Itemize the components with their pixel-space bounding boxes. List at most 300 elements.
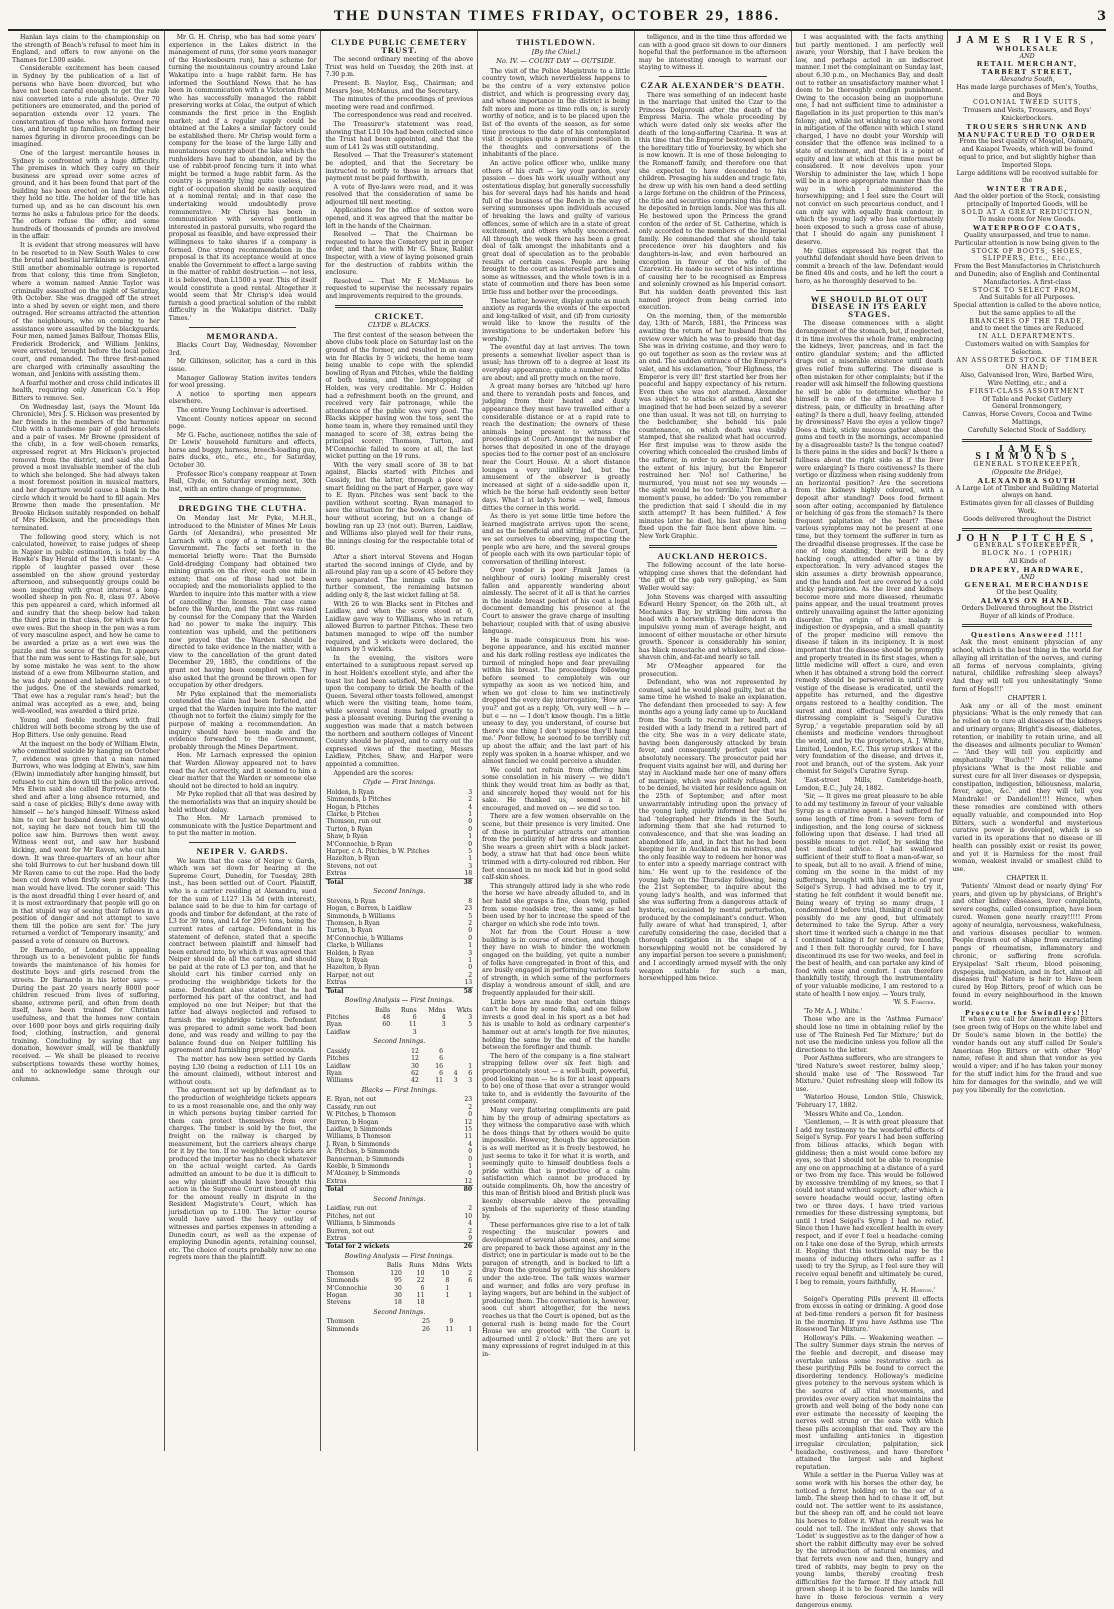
article-paragraph: 'East-street Mills, Cambridge-heath, London, E.C., July 24, 1882. bbox=[795, 777, 944, 792]
scorecard-clyde-second bbox=[325, 898, 473, 995]
column-1 bbox=[8, 31, 165, 1451]
advert-line: And the older portion of the Stock, consisting principally of Imported Goods, will be bbox=[954, 192, 1100, 208]
runs-cell: 10 bbox=[441, 1269, 450, 1277]
score-row bbox=[325, 1170, 473, 1177]
score-row bbox=[325, 789, 473, 796]
total-label: Total bbox=[325, 1186, 456, 1194]
article-paragraph: Mr Gillies expressed his regret that the youthful defendant should have been driven to commit a breach of the law. Defendant would be fined 40s and costs, and he left the court a hero, as he thoroughly deserved to be. bbox=[795, 247, 944, 285]
batsman-cell: Shaw, b Ryan bbox=[326, 833, 368, 841]
article-paragraph: The correspondence was read and received. bbox=[333, 112, 473, 120]
runs-cell bbox=[426, 1299, 451, 1306]
runs-cell: 3 bbox=[468, 862, 473, 870]
divider bbox=[189, 842, 297, 843]
runs-cell: 4 bbox=[453, 1070, 458, 1077]
memo-item: Mr G. Fache, auctioneer, notifies the sale of Dr Lewis' household furniture and effects, horse and buggy, harness, breech-loading gun, pairs ducks, etc., etc., etc., for Saturday, October 30. bbox=[168, 431, 317, 470]
bowling-table-2 bbox=[325, 1048, 473, 1085]
runs-cell: 12 bbox=[464, 1177, 473, 1185]
article-paragraph: There are a few women observable on the scene, but their presence is very limited. One of these in particular attracts our attention from the peculiarity of her dress and manner. She wears a green shirt with a black jacket-body, a straw hat that had once been white trimmed with a dirty-coloured red ribbon. Her feet encased in no mock kid but in good solid calf-skin shoes. bbox=[482, 813, 630, 882]
article-paragraph: The second ordinary meeting of the above Trust was held on Tuesday, the 26th inst. at 7.30 p.m. bbox=[325, 56, 474, 79]
advert-line: Of Table and Pocket Cutlery bbox=[982, 395, 1072, 403]
score-row bbox=[325, 1021, 473, 1028]
score-row bbox=[325, 1055, 473, 1062]
batsman-cell: E. Ryan, not out bbox=[326, 1096, 377, 1104]
score-row bbox=[325, 920, 473, 927]
batsman-cell: Cassidy, run out bbox=[326, 1103, 377, 1111]
article-paragraph: The following account of the late horse-whipping case shows that the defendant had 'the gift of the gab very galloping,' as Sam Weller would say: bbox=[638, 562, 787, 592]
article-paragraph: Over yonder is poor Frank James (a neighbour of ours) looking miserably crest fallen and apparently wandering about aimlessly. The secret of it all is that he carries in the inside breast pocket of his coat a legal document demanding his presence at the Court to answer the grave charge of insulting behaviour, coupled with that of using abusive language. bbox=[482, 567, 630, 636]
runs-cell: 62 bbox=[411, 1070, 419, 1077]
advert-line: GENERAL STOREKEEPER, bbox=[973, 542, 1082, 550]
advert-john-pitches bbox=[952, 532, 1102, 621]
advert-line: AND bbox=[1019, 573, 1035, 581]
runs-cell: 0 bbox=[468, 1170, 473, 1178]
runs-cell: 120 bbox=[390, 1269, 402, 1277]
memo-item: Vincent County notices appear on second page. bbox=[168, 415, 317, 431]
runs-cell: 0 bbox=[468, 840, 473, 848]
column-2 bbox=[165, 31, 322, 1451]
article-paragraph: John Stevens was charged with assaulting Edward Henry Spencer, on the 26th ult., at Mechanics Bay, by striking him across the head with a horsewhip. The defendant is an impulsive young man of average height, and innocent of either moustache or other hirsute growth. Spencer is considerably his senior, has black moustache and whiskers, and close-shaven chin, and-fat-and nearly so tall. bbox=[638, 593, 787, 662]
advert-name: JOHN PITCHES, bbox=[956, 532, 1099, 544]
article-paragraph: At the inquest on the body of William Elwin, who committed suicide by hanging on October 7, evidence was given that a man named Burrows, who was lodging at Elwin's, saw him (Elwin) immediately after hanging himself, but refused to cut him down till the police arrived. Mrs Elwin said she called Burrows, into the shed and after a long absence returned, and said a case of pickles; Billy's done away with himself — he's hanged himself. Witness asked him to cut her husband down, but he would not, saying he dare not touch him till the police saw him. Burrows then went away. Witness went out, and saw her husband kicking, and went for Mr Raven, who cut him down. It was three-quarters of an hour after she told Burrows to cut her husband down till Mr Raven came to cut the rope. Had the body been cut down when firstly seen probably the man would have lived. The coroner said: 'This is the most dreadful thing I ever heard of, and it is most extraordinary that people will go on in that stupid way of seeing their fellows in a position of danger and not attempt to save them till the police are sent for.' The jury returned a verdict of 'Temporary insanity,' and passed a vote of censure on Burrows. bbox=[12, 740, 160, 946]
advert-line: BLOCK No. 1 (OPHIR) bbox=[981, 550, 1073, 558]
score-row bbox=[325, 1270, 473, 1277]
article-paragraph: Seigel's Operating Pills prevent ill effects from excess in eating or drinking. A good dose at bed-time renders a person fit for business in the morning. If you have Asthma use 'The Rosswood Tar Mixture.' bbox=[795, 1295, 944, 1334]
batsman-cell: Bannerman, b Simmonds bbox=[326, 1155, 405, 1163]
advert-line: Customers waited on with Samples for Selection. bbox=[965, 341, 1090, 356]
czar-heading: CZAR ALEXANDER'S DEATH. bbox=[640, 79, 786, 90]
batsman-cell: M'Connochie bbox=[326, 1284, 368, 1292]
advert-line: Trousers and Vests, Trousers, and Boys' Knickerbockers. bbox=[963, 107, 1092, 122]
article-paragraph: Appended are the scores: bbox=[333, 769, 414, 777]
runs-cell: 1 bbox=[468, 1291, 473, 1299]
advert-line: and to meet the times are Reduced bbox=[971, 325, 1084, 333]
runs-cell: 12 bbox=[464, 1118, 473, 1126]
runs-cell: 6 bbox=[468, 1277, 473, 1285]
advert-line: Large additions will be received suitable for the bbox=[956, 169, 1098, 185]
score-row bbox=[325, 1228, 473, 1235]
divider bbox=[962, 624, 1092, 627]
runs-cell: 2 bbox=[468, 1227, 473, 1235]
batsman-cell: Hazelton, b Ryan bbox=[326, 964, 380, 972]
divider bbox=[816, 290, 924, 291]
runs-cell: 60 bbox=[382, 1021, 391, 1029]
advert-line: TARBERT STREET, bbox=[981, 67, 1073, 77]
score-row bbox=[325, 1133, 473, 1140]
advert-line: BRANCHES OF THE TRADE, bbox=[969, 317, 1085, 325]
batsman-cell: Harper, c A. Pitches, b W. Pitches bbox=[326, 848, 430, 856]
runs-cell bbox=[444, 1055, 459, 1062]
masthead-title: THE DUNSTAN TIMES FRIDAY, OCTOBER 29, 1886. bbox=[333, 8, 781, 24]
runs-cell: 1 bbox=[468, 811, 473, 819]
total-row bbox=[325, 987, 473, 995]
scorecard-blacks-first bbox=[325, 1096, 473, 1193]
runs-cell: Wkts bbox=[456, 1262, 473, 1270]
article-paragraph: The agreement set up by defendant as to the production of weighbridge tickets appears to us a most reasonable one, and the only way in which persons buying timber carried for them can protect themselves from over charges. The timber is sold by the foot, the freight on the railway is charged by measurement, but the carriers always charge for it by the ton. If no weighbridge tickets are produced the importer has no check whatever on the actual weight carted. As Gards admitted an amount to be due it is difficult to see why plaintiff should have brought this action in the Supreme Court instead of suing for the amount really in dispute in the Resident Magistrate's Court, which has jurisdiction up to L100. The latter course would have saved the heavy outlay of witnesses and parties expenses in attending a Dunedin court, as well as the expense of employing Dunedin agents, retaining counsel, etc. The choice of courts probably now no one regrets more than the plaintiff. bbox=[168, 1087, 317, 1262]
column-3 bbox=[321, 31, 478, 1451]
batsman-cell: M'Connochie, b Ryan bbox=[326, 840, 393, 848]
runs-cell: 2 bbox=[468, 971, 473, 979]
runs-cell: Runs bbox=[401, 1006, 417, 1014]
advert-line: Estimates given for all classes of Building Work. bbox=[960, 500, 1094, 516]
runs-cell: 9 bbox=[449, 1318, 454, 1326]
article-paragraph: Defendant, who was not represented by counsel, said he would plead guilty, but at the same time he wished to make an explanation. The defendant then proceeded to say: A few months ago a young lady came up to Auckland from the South to recruit her health, and resided with a lady friend in a retired part of the city. She was in a very delicate state, having been dangerously attacked by brain fever, and consequently perfect quiet was absolutely necessary. The prosecutor paid her frequent visits against her will, and during her stay in Auckland made her one of many offers of marriage, which was politely refused. Not to be denied, he visited her residence again on the 25th of September, and after most unwarrantably intruding upon the privacy of the young lady, quietly informed her that he had 'telegraphed her friends in the South, informing them that she had returned to convalescence, and that she was leading an abandoned life, and, in fact that he had been keeping her in Auckland as his mistress, and the only feasible way to redeem her honor was to enter into a speedy marriage contract with him.' He went up to the residence of the young lady on the Thursday following, being the 21st September, to inquire about the young lady's health, and was informed that she was suffering from a dangerous attack of hysteria, occasioned by mental perturbation, produced by the complainant's conduct. When fully aware of what had transpired, I, after carefully considering the case, decided that a thorough castigation in the shape of a horsewhipping would not be considered by any impartial person too severe a punishment; and I accordingly armed myself with the only weapon suitable for such a man, horsewhipped him twice. bbox=[638, 679, 787, 983]
score-row bbox=[325, 870, 473, 878]
runs-cell: 3 bbox=[453, 1077, 458, 1085]
article-paragraph: After a short interval Stevens and Hogan started the second innings of Clyde, and by all-round play ran up a score of 45 before they were separated. The innings calls for no further comment, the remaining batsmen adding only 8, the last wicket falling at 58. bbox=[325, 554, 474, 599]
batsman-cell: Laidlaw bbox=[326, 1062, 351, 1070]
runs-cell bbox=[444, 1048, 459, 1055]
runs-cell: 0 bbox=[468, 818, 473, 826]
batsman-cell: M'Alcaney, b Simmonds bbox=[326, 1170, 400, 1178]
article-paragraph: Resolved — That the Treasurer's statement be adopted, and that the Secretary be instructed to notify to those in arrears that payment must be paid forthwith. bbox=[325, 152, 474, 183]
article-paragraph: The following good story, which is not calculated, however, to raise judges of sheep in Napier in public estimation, is told by the Hawke's Bay Herald of the 14th instant: — A ripple of laughter passed over those assembled on the show ground yesterday afternoon, and subsequently groups could be seen inspecting with great interest a long-woolled sheep in pen No. 8, class 97. Above this pen appeared a card, which informed all and sundry that the sheep below had taken the third prize in that class, for which was for ewe ewes. But the sheep in the pen was a ram of very masculine aspect, and how he came to be awarded a prize as a wet ewe was the puzzle and the source of the fun. It appears that the ram was sent to Hastings for sale, but by some mistake he was sent to the show instead of a ewe from Milbourne station, and he was duly penned and labelled and sent to the judges. One of the stewards remarked, 'That ewe has a regular ram's head'; but the animal was accepted as a ewe, and, being well-woolled, was awarded a third prize. bbox=[12, 533, 160, 716]
memo-item: Professor Rice's company reappear at Town Hall, Clyde, on Saturday evening next, 30th inst, with an entire change of programme. bbox=[168, 470, 317, 493]
runs-cell bbox=[450, 1285, 473, 1292]
batsman-cell: Ryan bbox=[326, 1070, 342, 1077]
advert-chapter: CHAPTER II. bbox=[1006, 875, 1048, 883]
score-row bbox=[325, 950, 473, 957]
runs-cell: 1 bbox=[468, 833, 473, 841]
neiper-heading: NEIPER V. GARDS. bbox=[196, 845, 289, 856]
runs-cell: 30 bbox=[394, 1284, 402, 1292]
advert-line: Particular attention is now being given to the bbox=[954, 239, 1100, 247]
batsman-cell: W. Pitches, b Thomson bbox=[326, 1111, 396, 1119]
article-paragraph: A vote of Bye-laws were read, and it was resolved that the consideration of same be adjourned till next meeting. bbox=[325, 183, 474, 206]
innings-caption: Second Innings. bbox=[373, 1194, 426, 1203]
memo-item: Blacks Court Day, Wednesday, November 3rd. bbox=[168, 342, 317, 357]
score-row bbox=[325, 942, 473, 949]
advert-name: JAMES RIVERS, bbox=[956, 35, 1099, 46]
advert-line: General Ironmongery, bbox=[992, 403, 1063, 411]
article-paragraph: Not far from the Court House a new building is in course of erection, and though they have no wish to hinder the workmen engaged on the building, yet quite a number of folks have congregated in front of this, and are busily engaged in performing various feats of strength, in which some of the performers display a wondrous amount of skill, and are frequently applauded for their skill. bbox=[482, 929, 630, 998]
runs-cell: 1 bbox=[445, 1284, 450, 1292]
total-value: 26 bbox=[454, 1243, 473, 1251]
article-paragraph: As there is yet some little time before the learned magistrate arrives upon the scene, and as the beneficial and sitting of the Court, we set ourselves to observing, inspecting the people who are here, and the several groups of people each with its own particular topic of conversation of thrilling interest. bbox=[482, 513, 630, 566]
batsman-cell: Harper, not out bbox=[326, 971, 374, 979]
score-row bbox=[325, 1104, 473, 1111]
runs-cell: 3 bbox=[468, 1013, 473, 1021]
article-paragraph: He is made conspicuous from his woe-begone appearance, and his excited manner and his dark rolling restless eye indicates the turmoil of mingled hope and fear prevailing within his breast. The proceedings following before seemed to completely win our sympathy as soon as we noticed him, and when we got close to him we instinctively dropped the every day interrogation, 'How are you?' and got as a reply, 'Oh, very well — h — but e — no — I don't know though. I'm a little uneasy to day, you understand, of course but there's one thing I don't suppose they'll hang me.' Poor fellow, he seemed to be terribly cut up about the affair, and the last part of his reply was spoken in a hoarse whisper, and we almost fancied we could perceive a shudder. bbox=[482, 636, 630, 766]
article-paragraph: The visit of the Police Magistrate to a little country town, which nevertheless happens to be the centre of a very extensive police district, and which is progressing every day, and whose importance in the district is being felt more and more as time rolls on, is surely worthy of notice, and is to be placed upon the list of the events of the season, as for some time previous to the date of his contemplated visit it occupies quite a prominent position in the thoughts and conversations of the inhabitants of the place. bbox=[482, 67, 630, 159]
bowling-caption: Second Innings. bbox=[373, 1037, 426, 1046]
article-paragraph: The disease commences with a slight derangement of the stomach, but, if neglected, it in time involves the whole frame, embracing the kidneys, liver, pancreas, and in fact the entire glandular system; and the afflicted drags out a miserable existence until death gives relief from suffering. The disease is often mistaken for other complaints; but if the reader will ask himself the following questions he will be able to determine whether he himself is one of the afflicted: — Have I distress, pain, or difficulty in breathing after eating? Is there a dull, heavy feeling, attended by drowsiness? Have the eyes a yellow tinge? Does a thick, sticky mucous gather about the gums and teeth in the mornings, accompanied by a disagreeable taste? Is the tongue coated? Is there pains in the sides and back? Is there a fullness about the right side as if the liver were enlarging? Is there costiveness? Is there vertigo or dizziness when rising suddenly from an horizontal position? Are the secretions from the kidneys highly coloured, with a deposit after standing? Does food ferment soon after eating, accompanied by flatulence or belching of gas from the stomach? Is there frequent palpitation of the heart? These various symptoms may not be present at one time, but they torment the sufferer in turn as the dreadful disease progresses. If the case be one of long standing, there will be a dry hacking cough, attended after a time by expectoration. In very advanced stages the skin assumes a dirty brownish appearance, and the hands and feet are covered by a cold sticky perspiration. As the liver and kidneys become more and more diseased, rheumatic pains appear, and the usual treatment proves entirely unavailing against the latter agonizing disorder. The origin of this malady is indigestion or dyspepsia, and a small quantity of the proper medicine will remove the disease if taken in its incipiency. It is most important that the disease should be promptly and properly treated in its first stages, when a little medicine will effect a cure, and even when it has obtained a strong hold the correct remedy should be persevered in until every vestige of the disease is eradicated, until the appetite has returned, and the digestive organs restored to a healthy condition. The surest and most effectual remedy for this distressing complaint is 'Seigel's Curative Syrup,' a vegetable preparation sold by all chemists and medicine vendors throughout the world, and by the proprietors, A. J. White, Limited, London, E.C. This syrup strikes at the very foundation of the disease, and drives it, root and branch, out of the system. Ask your chemist for Seigel's Curative Syrup. bbox=[795, 320, 944, 776]
batsman-cell: Burren, b Hogan bbox=[326, 1118, 379, 1126]
runs-cell: 25 bbox=[422, 1318, 430, 1326]
score-row bbox=[325, 979, 473, 987]
advert-line: RETAIL MERCHANT, bbox=[976, 59, 1078, 69]
batsman-cell: Extras bbox=[326, 979, 347, 987]
divider bbox=[962, 439, 1092, 442]
score-row bbox=[325, 1029, 473, 1036]
runs-cell: 15 bbox=[464, 1126, 473, 1134]
batsman-cell: Clarke, b Williams bbox=[326, 942, 384, 950]
runs-cell: 1 bbox=[468, 956, 473, 964]
advert-paragraph: Ask the most eminent physician of any school, which is the best thing in the world for allaying all irritation of the nerves, and curing all forms of nervous complaints, giving natural, childlike refreshing sleep always? And they will tell you unhesitatingly 'Some form of Hops!!!' bbox=[952, 639, 1103, 693]
article-paragraph: The Hon. Mr Larnach promised to communicate with the Justice Department and to put the matter in motion. bbox=[168, 815, 317, 838]
runs-cell: 5 bbox=[468, 848, 473, 856]
advert-james-simmonds bbox=[952, 443, 1102, 524]
score-row bbox=[325, 1063, 473, 1070]
score-row bbox=[325, 913, 473, 920]
divider bbox=[962, 528, 1092, 531]
score-row bbox=[325, 1007, 473, 1014]
runs-cell: 30 bbox=[411, 1062, 419, 1070]
advert-line: From the best quality of Mosgiel, Oamaru, and Kaiapoi Tweeds, which will be found equal to price, and but slightly higher than Imported Slops. bbox=[958, 138, 1096, 169]
innings-caption: Second Innings. bbox=[373, 887, 426, 896]
memoranda-heading: MEMORANDA. bbox=[206, 330, 279, 341]
advert-line: Special attention is called to the above notice, but the same applies to all the bbox=[953, 302, 1102, 317]
batsman-cell: Extras bbox=[326, 1177, 347, 1185]
runs-cell bbox=[444, 1063, 459, 1070]
article-paragraph: Poor Asthma sufferers, who are strangers to 'tired Nature's sweet restorer, balmy sleep,' should make use of 'The Rosswood Tar Mixture.' Quiet refreshing sleep will follow its use. bbox=[795, 1055, 944, 1093]
batsman-cell bbox=[325, 1262, 380, 1269]
article-paragraph: Dr Barnardo, of London, is appealing through us to a benevolent public for funds towards the maintenance of his homes for destitute boys and girls rescued from the streets. Dr Barnardo in his letter says: — During the past 20 years nearly 8000 poor children rescued from lives of suffering, shame, extreme peril, and often from death itself, have been trained for Christian usefulness, and that the homes now contain over 1600 poor boys and girls requiring daily food, clothing, instruction, and general training. Concluding by saying that any donation, however small, will be thankfully received. — We shall be pleased to receive subscriptions towards these worthy homes, and to acknowledge same through our columns. bbox=[12, 946, 160, 1083]
runs-cell: 10 bbox=[416, 1269, 425, 1277]
batsman-cell: Thomson bbox=[326, 1318, 355, 1326]
advert-line: ALWAYS ON HAND. bbox=[980, 595, 1074, 605]
match-subheading: CLYDE v. BLACKS. bbox=[367, 321, 431, 330]
score-row bbox=[325, 1148, 473, 1155]
advert-heading: Prosecute the Swindlers!!! bbox=[965, 1007, 1090, 1017]
column-7-advertisements bbox=[948, 31, 1106, 1451]
article-paragraph: I was acquainted with the facts anything but partly mentioned. I am perfectly well aware, your Worship, that I have broken the law, and perhaps acted in an indiscreet manner. I met the complainant on Sunday last, about 6.30 p.m., on Mechanics Bay, and dealt out to rather an unsatisfactory manner what I deem to be thoroughly condign punishment. Owing to the occasion being an inopportune one, I had not sufficient time to administer a flagellation in its just proportion to this man's felony; and, while not wishing to say one word in mitigation of the offence with which I stand charged, I have no doubt your Worship will consider that the offence was inclined to a state of excitement, and that it is a point of equity and law at which at this time must be considered. It now devolves upon your Worship to administer the law, which I hope will be in a more appropriate manner than the way in which I administered the horsewhipping; and I feel sure the Court will not convict on such precarious conduct, and I can only say with equally frank candour, in which the young lady who has unfortunately been exposed to such a gross case of abuse, that I should do again any punishment I deserve. bbox=[795, 34, 944, 247]
runs-cell: Wkts bbox=[456, 1006, 473, 1014]
advert-name: JAMES SIMMONDS, bbox=[975, 443, 1079, 463]
total-label: Total bbox=[325, 878, 459, 886]
score-row bbox=[325, 848, 473, 855]
article-paragraph: The first contest of the season between the above clubs took place on Saturday last on the ground of the former, and resulted in an easy win for Blacks by 5 wickets, the home team being unable to cope with the splendid bowling of Ryan and Pitches, while the fielding of both teams, and the longstopping of Holden, was very creditable. Mr C. Holden had a refreshment booth on the ground, and received very fair patronage, while the attendance of the public was very good. The Blacks skipper having won the toss, sent the home team in, where they remained until they managed to score of 38, extras being the principal scorer; Thomson, Turton, and M'Connochie failed to score at all, the last wicket putting on the 19 runs. bbox=[325, 331, 474, 461]
score-row bbox=[325, 833, 473, 840]
advert-line: FIRST-CLASS ASSORTMENT bbox=[969, 387, 1085, 395]
score-row bbox=[325, 1299, 473, 1306]
score-row bbox=[325, 811, 473, 818]
article-paragraph: On Monday last Mr Pyke, M.H.R., introduced to the Minister of Mines Mr Louis Gards (of Alexandra), who presented Mr Larnach with a copy of a memorial to the Government. The facts set forth in the memorial briefly were: That the Burnside Gold-dredging Company had obtained two mining grants on the river, each one mile in extent; that one of those had not been occupied; and the memorialists applied to the Warden to inquire into this matter with a view of cancelling the licenses. The case came before the Warden, and the point was raised by counsel for the Company that the Warden had no power to make the inquiry. This contention was upheld, and the petitioners now prayed that the Warden should be directed to take evidence in the matter, with a view to the cancellation of the grant dated December 29, 1885, the conditions of the grant not having been complied with. They also asked that the ground be thrown open for occupation by other dredgers. bbox=[168, 515, 317, 690]
total-row bbox=[325, 1186, 473, 1194]
runs-cell: 22 bbox=[416, 1277, 425, 1285]
runs-cell: 95 bbox=[394, 1277, 402, 1285]
article-paragraph: Many very flattering compliments are paid him by the group of admiring spectators as they witness the comparative ease with which he does things that by others would be quite impossible. However, though the appreciation is as well merited as it is freely bestowed, he just seems to take it for what it is worth, and seemingly quite to himself doubtless feels a pride within that is productive of a calm satisfaction which cannot be produced by outside compliments. Oh, how the ancestry of this man of British blood and British pluck was keenly observable above the prevailing symbols of the superiority of these standing by. bbox=[482, 1106, 630, 1221]
innings-caption: Blacks — First Innings. bbox=[361, 1085, 438, 1094]
total-value: 58 bbox=[457, 987, 473, 995]
article-paragraph: A fearful mother and cross child indicates ill health, requiring only American Co.'s Hop Bitters to remove. See. bbox=[12, 379, 160, 402]
runs-cell: 4 bbox=[468, 1140, 473, 1148]
advert-line: GENERAL MERCHANDISE bbox=[964, 580, 1090, 590]
runs-cell: 8 bbox=[468, 897, 473, 905]
article-paragraph: There was something of an indecent haste in the marriage that united the Czar to the Princess Dolgorouki after the death of the Empress Maria. The whole proceeding by which were dated only six weeks after the death of the long-suffering Czarina. It was at this time that the Emperor bestowed upon her the hereditary title of Yourievsky, by which she is now known. It is one of those belonging to the Romanoff family, and therefore one that she expected to have descended to his children. Presaging his sudden and tragic fate, he drew up with his own hand a deed settling a large fortune on the children of the Princess, the title and securities comprising this fortune he deposited in foreign lands. Nor was this all. He bestowed upon the Princess the grand cordon of the order of St. Catherine, which is only accorded to the members of the Imperial family. He commanded that she should take precedence over his daughters and his daughters-in-law, and even harboured an exception in favour of the wife of the Czarewitz. He made no secret of his intentions of causing her to be recognised as Empress and solemnly crowned as his Imperial consort. But his sudden death prevented this last named project from being carried into execution. bbox=[638, 91, 787, 312]
thistledown-heading: THISTLEDOWN. bbox=[516, 37, 596, 47]
runs-cell: 11 bbox=[464, 1133, 473, 1141]
page-number: 3 bbox=[1096, 9, 1106, 24]
runs-cell: 1 bbox=[445, 1291, 450, 1299]
memo-item: A notice to sporting men appears elsewhere. bbox=[168, 390, 317, 406]
signature: 'A. H. Horton.' bbox=[891, 1287, 936, 1295]
advert-line: AN ASSORTED STOCK OF TIMBER ON HAND; bbox=[956, 356, 1098, 372]
advert-paragraph: 'Patients' 'Almost dead or nearly dying' For years, and given up by physicians, of Bright's and other kidney diseases, liver complaints, severe coughs, called consumption, have been cured. Women gone nearly crazy!!!!! From agony of neuralgia, nervousness, wakefulness, and various diseases peculiar to women. People drawn out of shape from excruciating pangs of rheumatism, inflammatory and chronic, or suffering from scrofula. Erysipelas! 'Salt rheum, blood poisoning, dyspepsia, indigestion, and in fact, almost all diseases frail' Nature is heir to Have been cured by Hop Bitters, proof of which can be found in every neighbourhood in the known world. bbox=[952, 882, 1103, 1007]
score-row bbox=[325, 1235, 473, 1243]
advert-line: WATERPROOF COATS, bbox=[972, 223, 1082, 233]
runs-cell: 18 bbox=[464, 870, 473, 878]
bowling-caption: Bowling Analysis — First Innings. bbox=[344, 995, 454, 1004]
column-4 bbox=[478, 31, 635, 1451]
score-row bbox=[325, 1277, 473, 1284]
advert-line: Buyer of all kinds of Produce. bbox=[979, 612, 1075, 620]
runs-cell: 16 bbox=[435, 1062, 444, 1070]
runs-cell: 6 bbox=[468, 1070, 473, 1077]
advert-line: From the Best Manufactories in Christchurch and Dunedin; also of English and Continental Manufactories. A first-class bbox=[954, 263, 1101, 286]
batsman-cell: Laidlaw bbox=[326, 1028, 351, 1036]
score-row bbox=[325, 1292, 473, 1299]
article-paragraph: The Treasurer's statement was read, showing that L10 10s had been collected since the Trust had been appointed, and that the sum of L41 2s was still outstanding. bbox=[325, 120, 474, 151]
score-row bbox=[325, 1077, 473, 1084]
score-row bbox=[325, 841, 473, 848]
article-paragraph: Little boys are made that certain things can't be done by some folks, and one fellow invests a good deal in his sport as a bet had his is unable to hold as ordinary carpenter's hammer out at arm's length for five minutes, holding the same by the end of the handle between the forefinger and thumb. bbox=[482, 998, 630, 1052]
runs-cell: 18 bbox=[416, 1299, 425, 1307]
advert-line: Has made large purchases of Men's, Youths, and Boys bbox=[956, 83, 1099, 99]
runs-cell bbox=[459, 1318, 473, 1325]
runs-cell: 8 bbox=[445, 1277, 450, 1285]
bowling-caption: Bowling Analysis — First Innings. bbox=[344, 1251, 454, 1260]
runs-cell: 10 bbox=[464, 1212, 473, 1220]
runs-cell: 0 bbox=[468, 1111, 473, 1119]
runs-cell: 0 bbox=[468, 964, 473, 972]
runs-cell: 3 bbox=[441, 1021, 446, 1029]
bowling-caption: Second Innings. bbox=[373, 1307, 426, 1316]
advert-paragraph: Ask any or all of the most eminent physicians: 'What is the only remedy that can be relied on to cure all diseases of the kidneys and urinary organs; Bright's disease, diabetes, retention, or inability to retain urine, and all the diseases and ailments peculiar to Women' — 'And they will tell you explicitly and emphatically 'Buchu!!!' Ask the same physicians 'What is the most reliable and surest cure for all liver diseases or dyspepsia, constipation, indigestion, biliousness, malaria, fever, ague, &c.' and they will tell you Mandrake! or Dandelion!!!! Hence, when these remedies are combined with others equally valuable, and compounded into Hop Bitters, such a wonderful and mysterious curative power is developed, which is so varied in its operations that no disease or ill health can possibly exist or resist its power, and yet it is Harmless for the most frail woman, weakest invalid or smallest child to use. bbox=[952, 702, 1103, 874]
score-row bbox=[325, 1262, 473, 1269]
batsman-cell: Hogan, c Burren, b Laidlaw bbox=[326, 905, 412, 913]
score-row bbox=[325, 1119, 473, 1126]
runs-cell: 3 bbox=[412, 1028, 417, 1036]
signature: 'W. S. Forster. bbox=[892, 999, 936, 1007]
article-paragraph: It is evident that strong measures will have to be resorted to in New South Wales to cow the brutal and bestial larrikinism so prevalent. Still another abominable outrage is reported from that colony, this time from Singleton, where a woman named Annie Taylor was criminally assaulted on the night of Saturday, 9th October. She was dragged off the street into a shed by seven or eight men, and there outraged. Her screams attracted the attention of the neighbours, who on coming to her assistance were assaulted by the blackguards. Four men, named James Balfour, Thomas Ellis, Frederick Broderick, and William Jenkins, were arrested, brought before the local police court, and remanded. The three first-named are charged with criminally assaulting the woman, and Jenkins with assisting them. bbox=[12, 242, 160, 379]
auckland-heading: AUCKLAND HEROICS. bbox=[657, 550, 769, 561]
article-paragraph: The matter has now been settled by Gards paying L30 (being a reduction of L11 10s on the amount claimed), without interest and without costs. bbox=[168, 1056, 317, 1086]
runs-cell: Balls bbox=[386, 1262, 402, 1270]
score-row bbox=[325, 1326, 473, 1333]
batsman-cell: Simmonds, b Williams bbox=[326, 912, 395, 920]
runs-cell: 3 bbox=[468, 788, 473, 796]
score-row bbox=[325, 1126, 473, 1133]
advert-heading: Questions Answered !!!! bbox=[970, 630, 1084, 640]
score-row bbox=[325, 1178, 473, 1186]
advert-line: DRAPERY, HARDWARE, bbox=[970, 564, 1085, 574]
scorecard-clyde-first bbox=[325, 789, 473, 886]
memo-item: The entire Young Lochinvar is advertised. bbox=[176, 406, 308, 414]
runs-cell: 5 bbox=[468, 912, 473, 920]
advert-line: To make room for New Goods. bbox=[978, 216, 1076, 224]
runs-cell: 2 bbox=[468, 919, 473, 927]
article-paragraph: Considerable excitement has been caused in Sydney by the publication of a list of persons who have been divorced, but who have not been careful enough to get the rule nisi converted into a rule absolute. Over 70 petitioners are enumerated, and the period of separation extends over 12 years. The consternation of those who have formed new ties, and brought up families, on finding their names figuring in divorce proceedings can be imagined. bbox=[12, 65, 160, 149]
score-row bbox=[325, 927, 473, 934]
advert-chapter: CHAPTER I. bbox=[1007, 694, 1047, 702]
runs-cell: 6 bbox=[439, 1047, 444, 1055]
column-6 bbox=[792, 31, 949, 1609]
batsman-cell: Extras bbox=[326, 870, 347, 878]
score-row bbox=[325, 1156, 473, 1163]
runs-cell: 4 bbox=[468, 1220, 473, 1228]
bowling-table-3 bbox=[325, 1262, 473, 1306]
score-row bbox=[325, 1141, 473, 1148]
batsman-cell: Turton, b Ryan bbox=[326, 927, 373, 935]
advert-line: Orders Delivered throughout the District bbox=[961, 604, 1093, 612]
cemetery-heading: CLYDE PUBLIC CEMETERY TRUST. bbox=[331, 37, 468, 55]
runs-cell: 3 bbox=[468, 949, 473, 957]
runs-cell: Balls bbox=[374, 1006, 391, 1014]
article-paragraph: A great many horses are 'hitched up' here and there to verandah posts and fences, and judging from their heated and dusty appearance they must have travelled either a considerable distance or at a rapid rate to reach the destination; the owners of these animals being present to witness the proceedings at Court. Amongst the number of horses that deposited in one of the drayage species tied to the corner post of an enclosure near the Court House. At a short distance lounges a very unlikely lad, but the amusement of the observer is greatly increased at sight of a side-saddle upon it, which he the horse hall evidently seen better days. What I at lady's horse — well, famous ditties the corner in this world. bbox=[482, 383, 630, 512]
runs-cell: 6 bbox=[439, 1055, 444, 1063]
advert-line: Of the best Quality, bbox=[996, 589, 1058, 597]
article-paragraph: 'To Mr A. J. White.' bbox=[803, 1007, 863, 1015]
article-paragraph: Present: B. Naylor, Esq., Chairman; and Messrs Jose, McManus, and the Secretary. bbox=[325, 79, 474, 95]
runs-cell: 23 bbox=[464, 905, 473, 913]
article-paragraph: In the evening, the visitors were entertained to a sumptuous repast served up in host Holden's excellent style, and after the toast list had been satisfied, Mr Fache called upon the company to drink the health of the Queen. Several other toasts followed, amongst which were the visiting team, home team, while several vocal items helped greatly to pass a pleasant evening. During the evening a suggestion was made that a match between the northern and southern colleges of Vincent County should be played, and to carry out the expressed views of the meeting, Messrs Laidlaw, Pitches, Shaw, and Harper were appointed a committee. bbox=[325, 654, 474, 769]
article-paragraph: 'Gentlemen, — It is with great pleasure that I add my testimony to the wonderful effects of Seigel's Syrup. For years I had been suffering from bilious attacks, which began with giddiness; then a mist would come before my eyes, so that I should not be able to recognise any one on approaching at a distance of a yard or two from my face. This would be followed by excessive trembling of my knees, so that I could not stand without support; after which a severe headache would occur, lasting often two or three days. I have tried various remedies for these distressing symptoms, but until I tried Seigel's Syrup I had no relief. Since then I have had excellent health in every respect, and if ever I feel a headache coming on I take one dose of the Syrup, which arrests it. Hoping that this testimonial may be the means of inducing others (who suffer as I used) to try the Syrup, as I feel sure they will receive equal benefit and ultimately be cured, I beg to remain, yours faithfully, bbox=[795, 1119, 944, 1286]
article-paragraph: These latter, however, display quite as much anxiety as regards the events of the expected and long-talked of visit, and (if) from curiosity would like to know the results of the investigations to be undertaken before 'his worship.' bbox=[482, 297, 630, 343]
runs-cell: 11 bbox=[408, 1021, 417, 1029]
score-row bbox=[325, 826, 473, 833]
score-row bbox=[325, 1205, 473, 1212]
article-paragraph: Mr O'Meagher appeared for the prosecution. bbox=[638, 662, 787, 678]
column-5 bbox=[635, 31, 792, 1451]
article-paragraph: Young and feeble mothers with frail children will both become strong by the use of Hop Bitters. Use only genuine. Read bbox=[12, 716, 160, 740]
runs-cell: 6 bbox=[439, 1070, 444, 1077]
batsman-cell: Pitches bbox=[326, 1013, 350, 1021]
score-row bbox=[325, 972, 473, 979]
advert-line: STOCK TO SELECT FROM, bbox=[972, 286, 1082, 294]
batsman-cell: Stevens, b Ryan bbox=[326, 897, 376, 905]
article-paragraph: Mr G. H. Chrisp, who has had some years' experience in the Lakes district in the management of runs, (for some years manager of the Hawkesbourn run), has a scheme for turning the mountainous country around Lake Wakatipu into a huge rabbit farm. He has informed the Southland News that he has been in communication with a Victorian friend who has successfully managed the rabbit preserving works at Colac, the output of which commands the first price in the English market; and if a regular supply could be obtained at the Lakes a similar factory could be established there. Mr Chrisp would form a company for the lease of the large Lilly and mountainous country about the lake which the runholders have had to abandon, and by the use of rabbit-proof fencing turn it into what might be termed a huge rabbit farm. As the country is presently lying quite useless, the right of occupation should be easily acquired at a nominal rental; and in that case the undertaking would undoubtedly prove remunerative. Mr Chrisp has been in communication with several gentlemen interested in pastoral pursuits, who regard the proposal as feasible, and have expressed their willingness to take shares if a company is formed. One strong recommendation in the proposal is that its acceptance would at once enable the Government to effect a large saving in the matter of rabbit destruction — not less, it is believed, than L1500 a year. This of itself would constitute a good rental. Altogether it would seem that Mr Chrisp's idea would furnish a good practical solution of the rabbit difficulty in the Wakatipu district. 'Daily Times.' bbox=[168, 34, 317, 322]
runs-cell: 6 bbox=[412, 1013, 417, 1021]
runs-cell: Runs bbox=[408, 1262, 425, 1270]
advert-line: Goods delivered throughout the District bbox=[963, 515, 1092, 523]
score-row bbox=[325, 1070, 473, 1077]
batsman-cell: M'Connochie, b Williams bbox=[326, 934, 404, 942]
runs-cell: 18 bbox=[394, 1299, 402, 1307]
advert-line: GENERAL STOREKEEPER, bbox=[973, 461, 1082, 469]
runs-cell: 9 bbox=[468, 1234, 473, 1242]
advert-line: All Kinds of bbox=[1008, 558, 1046, 565]
runs-cell: 0 bbox=[468, 1148, 473, 1156]
score-row bbox=[325, 863, 473, 870]
score-row bbox=[325, 804, 473, 811]
runs-cell: 1 bbox=[468, 1163, 473, 1171]
advert-line: TROUSERS SHRUNK AND MANUFACTURED TO ORDER bbox=[957, 121, 1097, 139]
divider bbox=[659, 76, 767, 77]
runs-cell: 26 bbox=[422, 1325, 430, 1333]
runs-cell: 13 bbox=[464, 979, 473, 987]
advert-line: ALEXANDRA SOUTH bbox=[977, 475, 1077, 485]
batsman-cell: Holden, b Ryan bbox=[326, 788, 374, 796]
bowling-table-1 bbox=[325, 1007, 473, 1037]
article-paragraph: An active police officer who, unlike many others of his craft — lay your pardon, your passion — does his work usually without any ostentatious display, but generally successfully has for several days had his hands and head full of the business of the Bench in the way of serving summonses upon individuals accused of breaking the laws and guilty of various offences, some of which are in a state of great excitement, and others wholly unconcerned. All through the week there has been a great deal of talk amongst the inhabitants and a great deal of speculation as to the probable results of certain cases. People are being brought to the court as interested parties and some as witnesses, and the whole town is in a state of commotion and there has been some little fuss and bother over the proceedings. bbox=[482, 159, 630, 296]
article-paragraph: Hon. Mr Larnach expressed the opinion that Warden Alloway appeared not to have read the Act correctly, and it seemed to him a clear matter that the Warden or someone else should not be directed to hold an inquiry. bbox=[168, 752, 317, 790]
runs-cell: 1 bbox=[468, 1325, 473, 1333]
advert-paragraph: If when you call for American Hop Bitters (see green twig of Hops on the white label and Dr Soule's name blown in the bottle) the vendor hands out any stuff called Dr Soule's American Hop Bitters or with other 'Hop' name, refuse it and shun that vendor as you would a viper; and if he has taken your money for the stuff indict him for the fraud and sue him for damages for the swindle, and we will pay you liberally for the conviction. bbox=[952, 1016, 1103, 1094]
batsman-cell: Laidlaw, run out bbox=[326, 1205, 377, 1213]
batsman-cell: Cassidy bbox=[326, 1047, 351, 1055]
runs-cell: 30 bbox=[394, 1291, 402, 1299]
score-row bbox=[325, 796, 473, 803]
advert-line: Canvas, Horse Covers, Cocoa and Twine Mattings, bbox=[962, 411, 1092, 427]
article-paragraph: 'Messrs White and Co., London. bbox=[803, 1110, 904, 1118]
batsman-cell: Williams, b Thomson bbox=[326, 1133, 391, 1141]
runs-cell: 12 bbox=[411, 1055, 419, 1063]
article-paragraph: On the morning, then, of the memorable day, 13th of March, 1881, the Princess was awaiting the return of her husband from the review over which he was to preside that day. She was in driving costume, and they were to go out together as soon as the review was at an end. The sudden entrance of the Emperor's valet, and his exclamation, 'Your Highness, the Emperor is very ill!' first startled her from her peaceful and happy expectancy of his return. Even then she was not alarmed. Alexander was subject to attacks of asthma, and she imagined that he had been seized by a severer one than usual. It was not till, on hurrying to the bedchamber, she beheld his pale countenance, on which death was visibly stamped, that she realized what had occurred. Her first impulse was to throw aside the covering which concealed the crushed limbs of the sufferer, in order to ascertain for herself the extent of his injury, but the Emperor restrained her. 'No! no! Catherine,' he murmured, 'you must not see my wounds — the sight would be too terrible.' Then after a moment's pause, he added: 'Do you remember the prediction that said I should die in my sixth attempt? It has been fulfilled.' A few minutes later he died, his last glance being fixed upon the fair face bent above him. — New York Graphic. bbox=[638, 312, 787, 540]
runs-cell: 3 bbox=[468, 1077, 473, 1085]
batsman-cell: Williams bbox=[326, 1077, 353, 1085]
score-row bbox=[325, 1111, 473, 1118]
runs-cell: Mdns bbox=[428, 1006, 446, 1014]
